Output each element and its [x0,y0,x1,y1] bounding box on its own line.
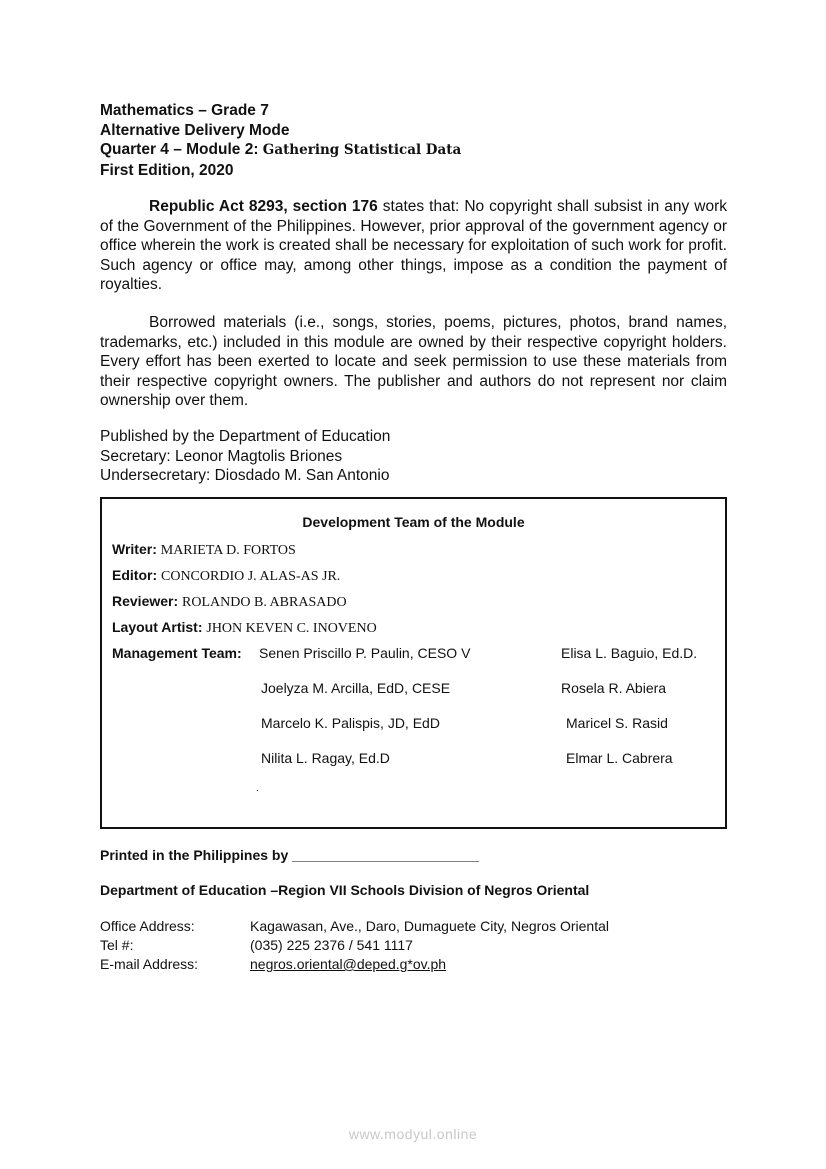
management-member: Nilita L. Ragay, Ed.D [261,750,390,766]
management-member: Elisa L. Baguio, Ed.D. [561,645,698,661]
writer-row: Writer: MARIETA D. FORTOS [112,541,296,558]
deped-division: Department of Education –Region VII Schools Division of Negros Oriental [100,882,590,898]
layout-artist-row: Layout Artist: JHON KEVEN C. INOVENO [112,619,377,636]
office-address-value: Kagawasan, Ave., Daro, Dumaguete City, Negros Oriental [250,918,609,934]
undersecretary: Undersecretary: Diosdado M. San Antonio [100,467,390,484]
email-label: E-mail Address: [100,956,199,972]
management-member: Marcelo K. Palispis, JD, EdD [261,715,440,731]
subject-grade: Mathematics – Grade 7 [100,102,269,119]
publisher-info [100,427,390,486]
management-member: Maricel S. Rasid [566,715,668,731]
email-link[interactable]: negros.oriental@deped.g*ov.ph [250,956,447,972]
edition: First Edition, 2020 [100,161,234,179]
tel-label: Tel #: [100,937,134,953]
editor-row: Editor: CONCORDIO J. ALAS-AS JR. [112,567,341,584]
tel-value: (035) 225 2376 / 541 1117 [250,937,413,953]
management-member: Elmar L. Cabrera [566,750,673,766]
development-team-box [100,497,727,829]
office-address-label: Office Address: [100,918,195,934]
module-title: Gathering Statistical Data [262,142,462,158]
reviewer-row: Reviewer: ROLANDO B. ABRASADO [112,593,347,610]
dev-team-title: Development Team of the Module [302,514,525,530]
law-reference: Republic Act 8293, section 176 [149,198,378,215]
module-title-block [100,101,461,180]
published-by: Published by the Department of Education [100,428,391,445]
management-member: Senen Priscillo P. Paulin, CESO V [259,645,471,661]
delivery-mode: Alternative Delivery Mode [100,121,290,139]
management-member: Rosela R. Abiera [561,680,667,696]
secretary: Secretary: Leonor Magtolis Briones [100,447,343,465]
copyright-notice: Republic Act 8293, section 176 states that: No copyright shall subsist in any work of the Government of the Philippines. However, prior approval of the government agency or office wherein the work is created shall be necessary for exploitation of such work for profit. Such agency or office may, among other things, impose as a condition the payment of royalties. [100,198,727,294]
quarter-module: Quarter 4 – Module 2: Gathering Statistical Data [100,141,462,158]
management-label: Management Team: [112,645,242,661]
management-member: Joelyza M. Arcilla, EdD, CESE [261,680,451,696]
watermark: www.modyul.online [348,1126,478,1142]
stray-dot: . [256,783,259,794]
printed-by-line: Printed in the Philippines by ________________________ [100,847,479,863]
borrowed-materials-notice: Borrowed materials (i.e., songs, stories, poems, pictures, photos, brand names, trademarks, etc.) included in this module are owned by their respective copyright holders. Every effort has been exerted to locate and seek permission to use these materials from their respective copyright owners. The publisher and authors do not represent nor claim ownership over them. [100,314,727,410]
